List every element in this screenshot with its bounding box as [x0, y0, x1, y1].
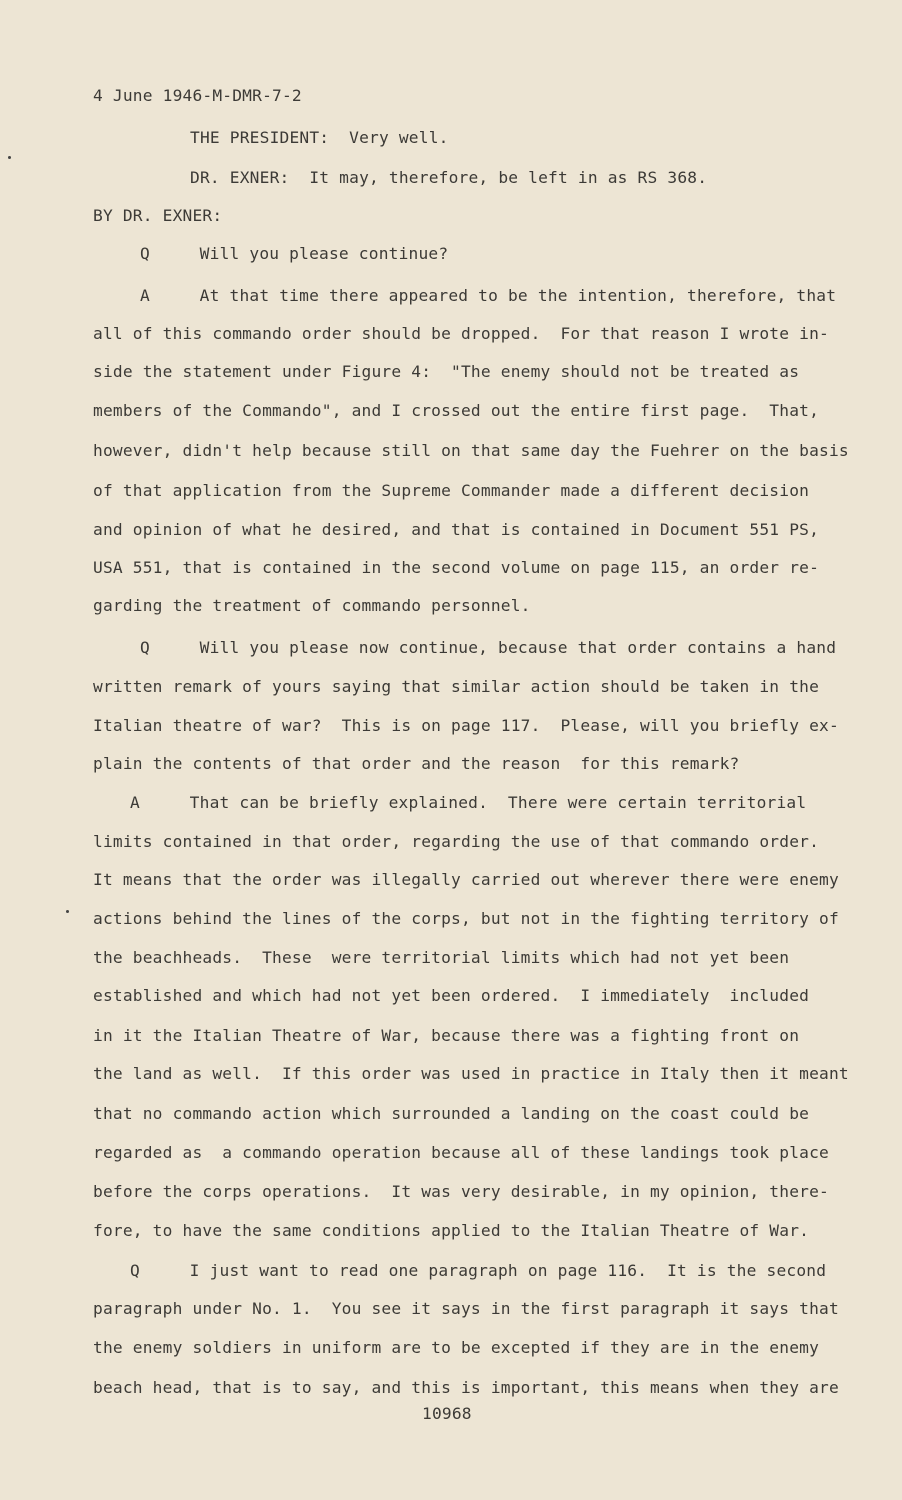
text-line: A At that time there appeared to be the intention, therefore, that	[140, 286, 837, 305]
text-line: the beachheads. These were territorial limits which had not yet been	[93, 948, 790, 967]
text-line: DR. EXNER: It may, therefore, be left in as RS 368.	[190, 168, 708, 187]
text-line: in it the Italian Theatre of War, because there was a fighting front on	[93, 1026, 800, 1045]
text-line: Italian theatre of war? This is on page 117. Please, will you briefly ex-	[93, 716, 839, 735]
text-line: plain the contents of that order and the reason for this remark?	[93, 754, 740, 773]
text-line: paragraph under No. 1. You see it says in the first paragraph it says that	[93, 1299, 839, 1318]
text-line: Q Will you please continue?	[140, 244, 449, 263]
text-line: side the statement under Figure 4: "The enemy should not be treated as	[93, 362, 800, 381]
text-line: established and which had not yet been ordered. I immediately included	[93, 986, 810, 1005]
text-line: limits contained in that order, regarding the use of that commando order.	[93, 832, 820, 851]
text-line: the land as well. If this order was used in practice in Italy then it meant	[93, 1064, 849, 1083]
text-line: Q Will you please now continue, because that order contains a hand	[140, 638, 837, 657]
text-line: regarded as a commando operation because all of these landings took place	[93, 1143, 829, 1162]
text-line: USA 551, that is contained in the second volume on page 115, an order re-	[93, 558, 820, 577]
text-line: of that application from the Supreme Commander made a different decision	[93, 481, 810, 500]
header-reference: 4 June 1946-M-DMR-7-2	[93, 86, 302, 105]
text-line: written remark of yours saying that similar action should be taken in the	[93, 677, 820, 696]
page-number: 10968	[422, 1404, 472, 1423]
text-line: before the corps operations. It was very desirable, in my opinion, there-	[93, 1182, 829, 1201]
text-line: Q I just want to read one paragraph on page 116. It is the second	[130, 1261, 827, 1280]
text-line: all of this commando order should be dropped. For that reason I wrote in-	[93, 324, 829, 343]
text-line: the enemy soldiers in uniform are to be excepted if they are in the enemy	[93, 1338, 820, 1357]
text-line: garding the treatment of commando personnel.	[93, 596, 531, 615]
text-line: that no commando action which surrounded a landing on the coast could be	[93, 1104, 810, 1123]
text-line: however, didn't help because still on that same day the Fuehrer on the basis	[93, 441, 849, 460]
text-line: THE PRESIDENT: Very well.	[190, 128, 449, 147]
margin-mark	[8, 156, 11, 159]
text-line: members of the Commando", and I crossed out the entire first page. That,	[93, 401, 820, 420]
text-line: A That can be briefly explained. There were certain territorial	[130, 793, 807, 812]
text-line: It means that the order was illegally carried out wherever there were enemy	[93, 870, 839, 889]
text-line: actions behind the lines of the corps, but not in the fighting territory of	[93, 909, 839, 928]
text-line: fore, to have the same conditions applied to the Italian Theatre of War.	[93, 1221, 810, 1240]
text-line: BY DR. EXNER:	[93, 206, 223, 225]
text-line: beach head, that is to say, and this is important, this means when they are	[93, 1378, 839, 1397]
margin-mark	[66, 910, 69, 913]
text-line: and opinion of what he desired, and that is contained in Document 551 PS,	[93, 520, 820, 539]
